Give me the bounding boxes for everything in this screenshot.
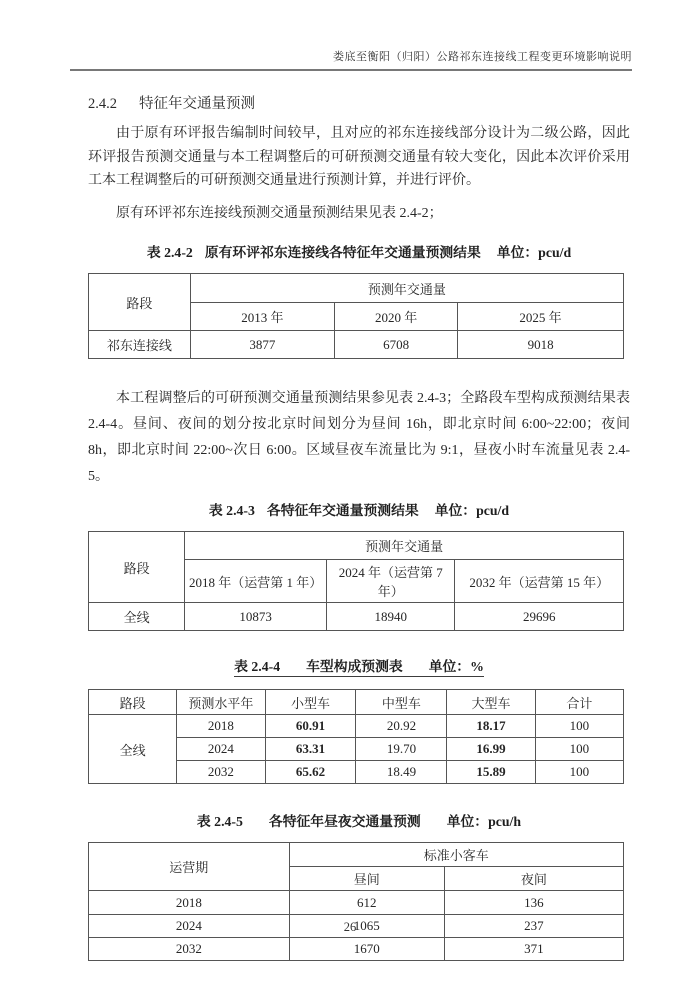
caption-name: 原有环评祁东连接线各特征年交通量预测结果 xyxy=(204,245,481,260)
column-header-cell: 路段 xyxy=(89,690,177,715)
column-header-cell: 2024 年（运营第 7 年） xyxy=(327,560,455,603)
value-cell: 16.99 xyxy=(447,738,535,761)
value-cell: 1670 xyxy=(289,938,444,961)
page-content xyxy=(88,92,630,961)
caption-unit: 单位：pcu/h xyxy=(446,814,522,829)
table-row xyxy=(89,603,624,631)
corner-header-cell: 路段 xyxy=(89,532,185,603)
year-cell: 2018 xyxy=(89,891,290,915)
value-cell: 100 xyxy=(535,761,623,784)
row-label-cell: 全线 xyxy=(89,603,185,631)
row-group-label-cell: 全线 xyxy=(89,715,177,784)
year-cell: 2032 xyxy=(177,761,265,784)
group-header-cell: 预测年交通量 xyxy=(185,532,624,560)
page-number: 26 xyxy=(343,920,357,934)
value-cell: 612 xyxy=(289,891,444,915)
row-label-cell: 祁东连接线 xyxy=(89,331,191,359)
value-cell: 1065 xyxy=(289,915,444,938)
year-cell: 2024 xyxy=(177,738,265,761)
column-header-cell: 2032 年（运营第 15 年） xyxy=(455,560,624,603)
corner-header-cell: 运营期 xyxy=(89,843,290,891)
value-cell: 100 xyxy=(535,738,623,761)
column-header-cell: 预测水平年 xyxy=(177,690,265,715)
column-header-cell: 2020 年 xyxy=(335,303,458,331)
value-cell: 371 xyxy=(444,938,623,961)
value-cell: 18.49 xyxy=(356,761,447,784)
running-header xyxy=(70,48,632,71)
column-header-cell: 中型车 xyxy=(356,690,447,715)
value-cell: 3877 xyxy=(190,331,334,359)
value-cell: 29696 xyxy=(455,603,624,631)
column-header-cell: 大型车 xyxy=(447,690,535,715)
column-header-cell: 2013 年 xyxy=(190,303,334,331)
value-cell: 19.70 xyxy=(356,738,447,761)
caption-name: 各特征年昼夜交通量预测 xyxy=(268,814,421,829)
table-243-caption xyxy=(88,499,630,519)
caption-label: 表 2.4-3 xyxy=(208,503,255,518)
table-243 xyxy=(88,531,624,631)
caption-label: 表 2.4-2 xyxy=(146,245,193,260)
caption-unit: 单位：pcu/d xyxy=(496,245,572,260)
value-cell: 63.31 xyxy=(265,738,356,761)
corner-header-cell: 路段 xyxy=(89,274,191,331)
section-number: 2.4.2 xyxy=(88,96,117,112)
value-cell: 237 xyxy=(444,915,623,938)
table-245 xyxy=(88,842,624,961)
table-row xyxy=(89,938,624,961)
value-cell: 100 xyxy=(535,715,623,738)
value-cell: 65.62 xyxy=(265,761,356,784)
value-cell: 9018 xyxy=(458,331,624,359)
column-header-cell: 2018 年（运营第 1 年） xyxy=(185,560,327,603)
table-244 xyxy=(88,689,624,784)
caption-name: 车型构成预测表 xyxy=(306,659,403,674)
value-cell: 15.89 xyxy=(447,761,535,784)
table-244-caption xyxy=(88,655,630,677)
table-row xyxy=(89,532,624,560)
caption-label: 表 2.4-5 xyxy=(196,814,243,829)
group-header-cell: 预测年交通量 xyxy=(190,274,623,303)
table-row xyxy=(89,891,624,915)
underlined-caption xyxy=(234,655,484,677)
table-242 xyxy=(88,273,624,359)
paragraph-1: 由于原有环评报告编制时间较早，且对应的祁东连接线部分设计为二级公路，因此环评报告预测交通量与本工程调整后的可研预测交通量有较大变化，因此本次评价采用工本工程调整后的可研预测交通量进行预测计算，并进行评价。 xyxy=(88,126,630,188)
year-cell: 2024 xyxy=(89,915,290,938)
value-cell: 60.91 xyxy=(265,715,356,738)
table-row xyxy=(89,715,624,738)
section-title: 特征年交通量预测 xyxy=(139,96,255,112)
value-cell: 18.17 xyxy=(447,715,535,738)
paragraph-2: 原有环评祁东连接线预测交通量预测结果见表 2.4-2； xyxy=(116,205,443,221)
value-cell: 18940 xyxy=(327,603,455,631)
year-cell: 2018 xyxy=(177,715,265,738)
table-row xyxy=(89,843,624,867)
group-header-cell: 标准小客车 xyxy=(289,843,623,867)
value-cell: 10873 xyxy=(185,603,327,631)
paragraph-3: 本工程调整后的可研预测交通量预测结果参见表 2.4-3；全路段车型构成预测结果表 2.4-4。昼间、夜间的划分按北京时间划分为昼间 16h，即北京时间 6:00~22:00；夜间 8h，即北京时间 22:00~次日 6:00。区域昼夜车流量比为 9:1，昼夜小时车流量见表 2.4-5。 xyxy=(88,391,630,484)
table-242-caption xyxy=(88,241,630,261)
table-row xyxy=(89,331,624,359)
caption-name: 各特征年交通量预测结果 xyxy=(266,503,419,518)
caption-unit: 单位：% xyxy=(428,659,484,674)
column-header-cell: 昼间 xyxy=(289,867,444,891)
running-header-text: 娄底至衡阳（归阳）公路祁东连接线工程变更环境影响说明 xyxy=(333,51,632,63)
section-heading xyxy=(88,92,630,113)
caption-unit: 单位：pcu/d xyxy=(434,503,510,518)
column-header-cell: 夜间 xyxy=(444,867,623,891)
column-header-cell: 小型车 xyxy=(265,690,356,715)
table-row xyxy=(89,274,624,303)
value-cell: 6708 xyxy=(335,331,458,359)
value-cell: 20.92 xyxy=(356,715,447,738)
value-cell: 136 xyxy=(444,891,623,915)
column-header-cell: 合计 xyxy=(535,690,623,715)
table-245-caption xyxy=(88,810,630,830)
caption-label: 表 2.4-4 xyxy=(234,659,281,674)
year-cell: 2032 xyxy=(89,938,290,961)
table-row xyxy=(89,690,624,715)
column-header-cell: 2025 年 xyxy=(458,303,624,331)
